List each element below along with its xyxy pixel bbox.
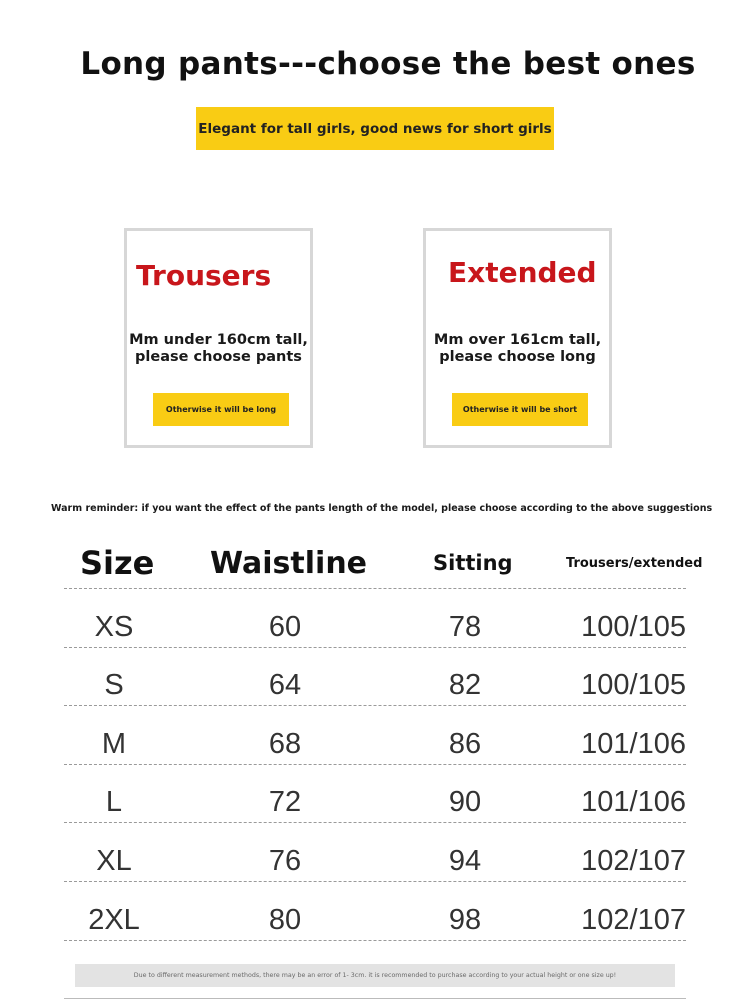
cell-length: 101/106: [581, 727, 686, 760]
extended-note: Otherwise it will be short: [452, 393, 588, 426]
cell-sitting: 94: [448, 844, 482, 877]
table-divider: [64, 764, 686, 765]
trousers-note: Otherwise it will be long: [153, 393, 289, 426]
header-length: Trousers/extended: [566, 555, 703, 571]
cell-sitting: 82: [448, 669, 482, 702]
header-waistline: Waistline: [210, 545, 368, 581]
table-divider: [64, 940, 686, 941]
cell-waistline: 68: [268, 727, 302, 760]
extended-card: [423, 228, 612, 448]
table-divider: [64, 881, 686, 882]
trousers-description: Mm under 160cm tall, please choose pants: [129, 332, 308, 365]
cell-length: 102/107: [581, 903, 686, 936]
cell-size: XS: [94, 610, 134, 643]
trousers-card: [124, 228, 313, 448]
cell-sitting: 90: [448, 786, 482, 819]
table-divider: [64, 822, 686, 823]
cell-length: 102/107: [581, 844, 686, 877]
cell-waistline: 64: [268, 669, 302, 702]
cell-size: M: [101, 727, 127, 760]
cell-waistline: 80: [268, 903, 302, 936]
header-size: Size: [80, 544, 155, 582]
reminder-label: Warm reminder:: [51, 503, 139, 514]
cell-size: L: [105, 786, 123, 819]
footer-note: Due to different measurement methods, there may be an error of 1- 3cm. it is recommended to purchase according to your actual height or one size up!: [75, 964, 675, 987]
table-divider: [64, 647, 686, 648]
cell-length: 100/105: [581, 669, 686, 702]
tagline-banner: Elegant for tall girls, good news for short girls: [196, 107, 554, 150]
cell-size: 2XL: [88, 903, 140, 936]
cell-waistline: 60: [268, 610, 302, 643]
header-sitting: Sitting: [433, 551, 513, 575]
cell-sitting: 98: [448, 903, 482, 936]
table-divider: [64, 705, 686, 706]
extended-description: Mm over 161cm tall, please choose long: [433, 332, 602, 365]
extended-heading: Extended: [448, 256, 597, 289]
cell-size: S: [104, 669, 124, 702]
cell-size: XL: [96, 844, 132, 877]
cell-sitting: 78: [448, 610, 482, 643]
cell-length: 100/105: [581, 610, 686, 643]
table-divider: [64, 588, 686, 589]
cell-waistline: 76: [268, 844, 302, 877]
trousers-heading: Trousers: [136, 259, 272, 292]
warm-reminder: [51, 503, 712, 514]
cell-length: 101/106: [581, 786, 686, 819]
cell-waistline: 72: [268, 786, 302, 819]
page-title: Long pants---choose the best ones: [80, 46, 696, 82]
cell-sitting: 86: [448, 727, 482, 760]
reminder-text: if you want the effect of the pants length of the model, please choose according to the above suggestions: [138, 503, 713, 514]
footer-divider: [64, 998, 686, 999]
